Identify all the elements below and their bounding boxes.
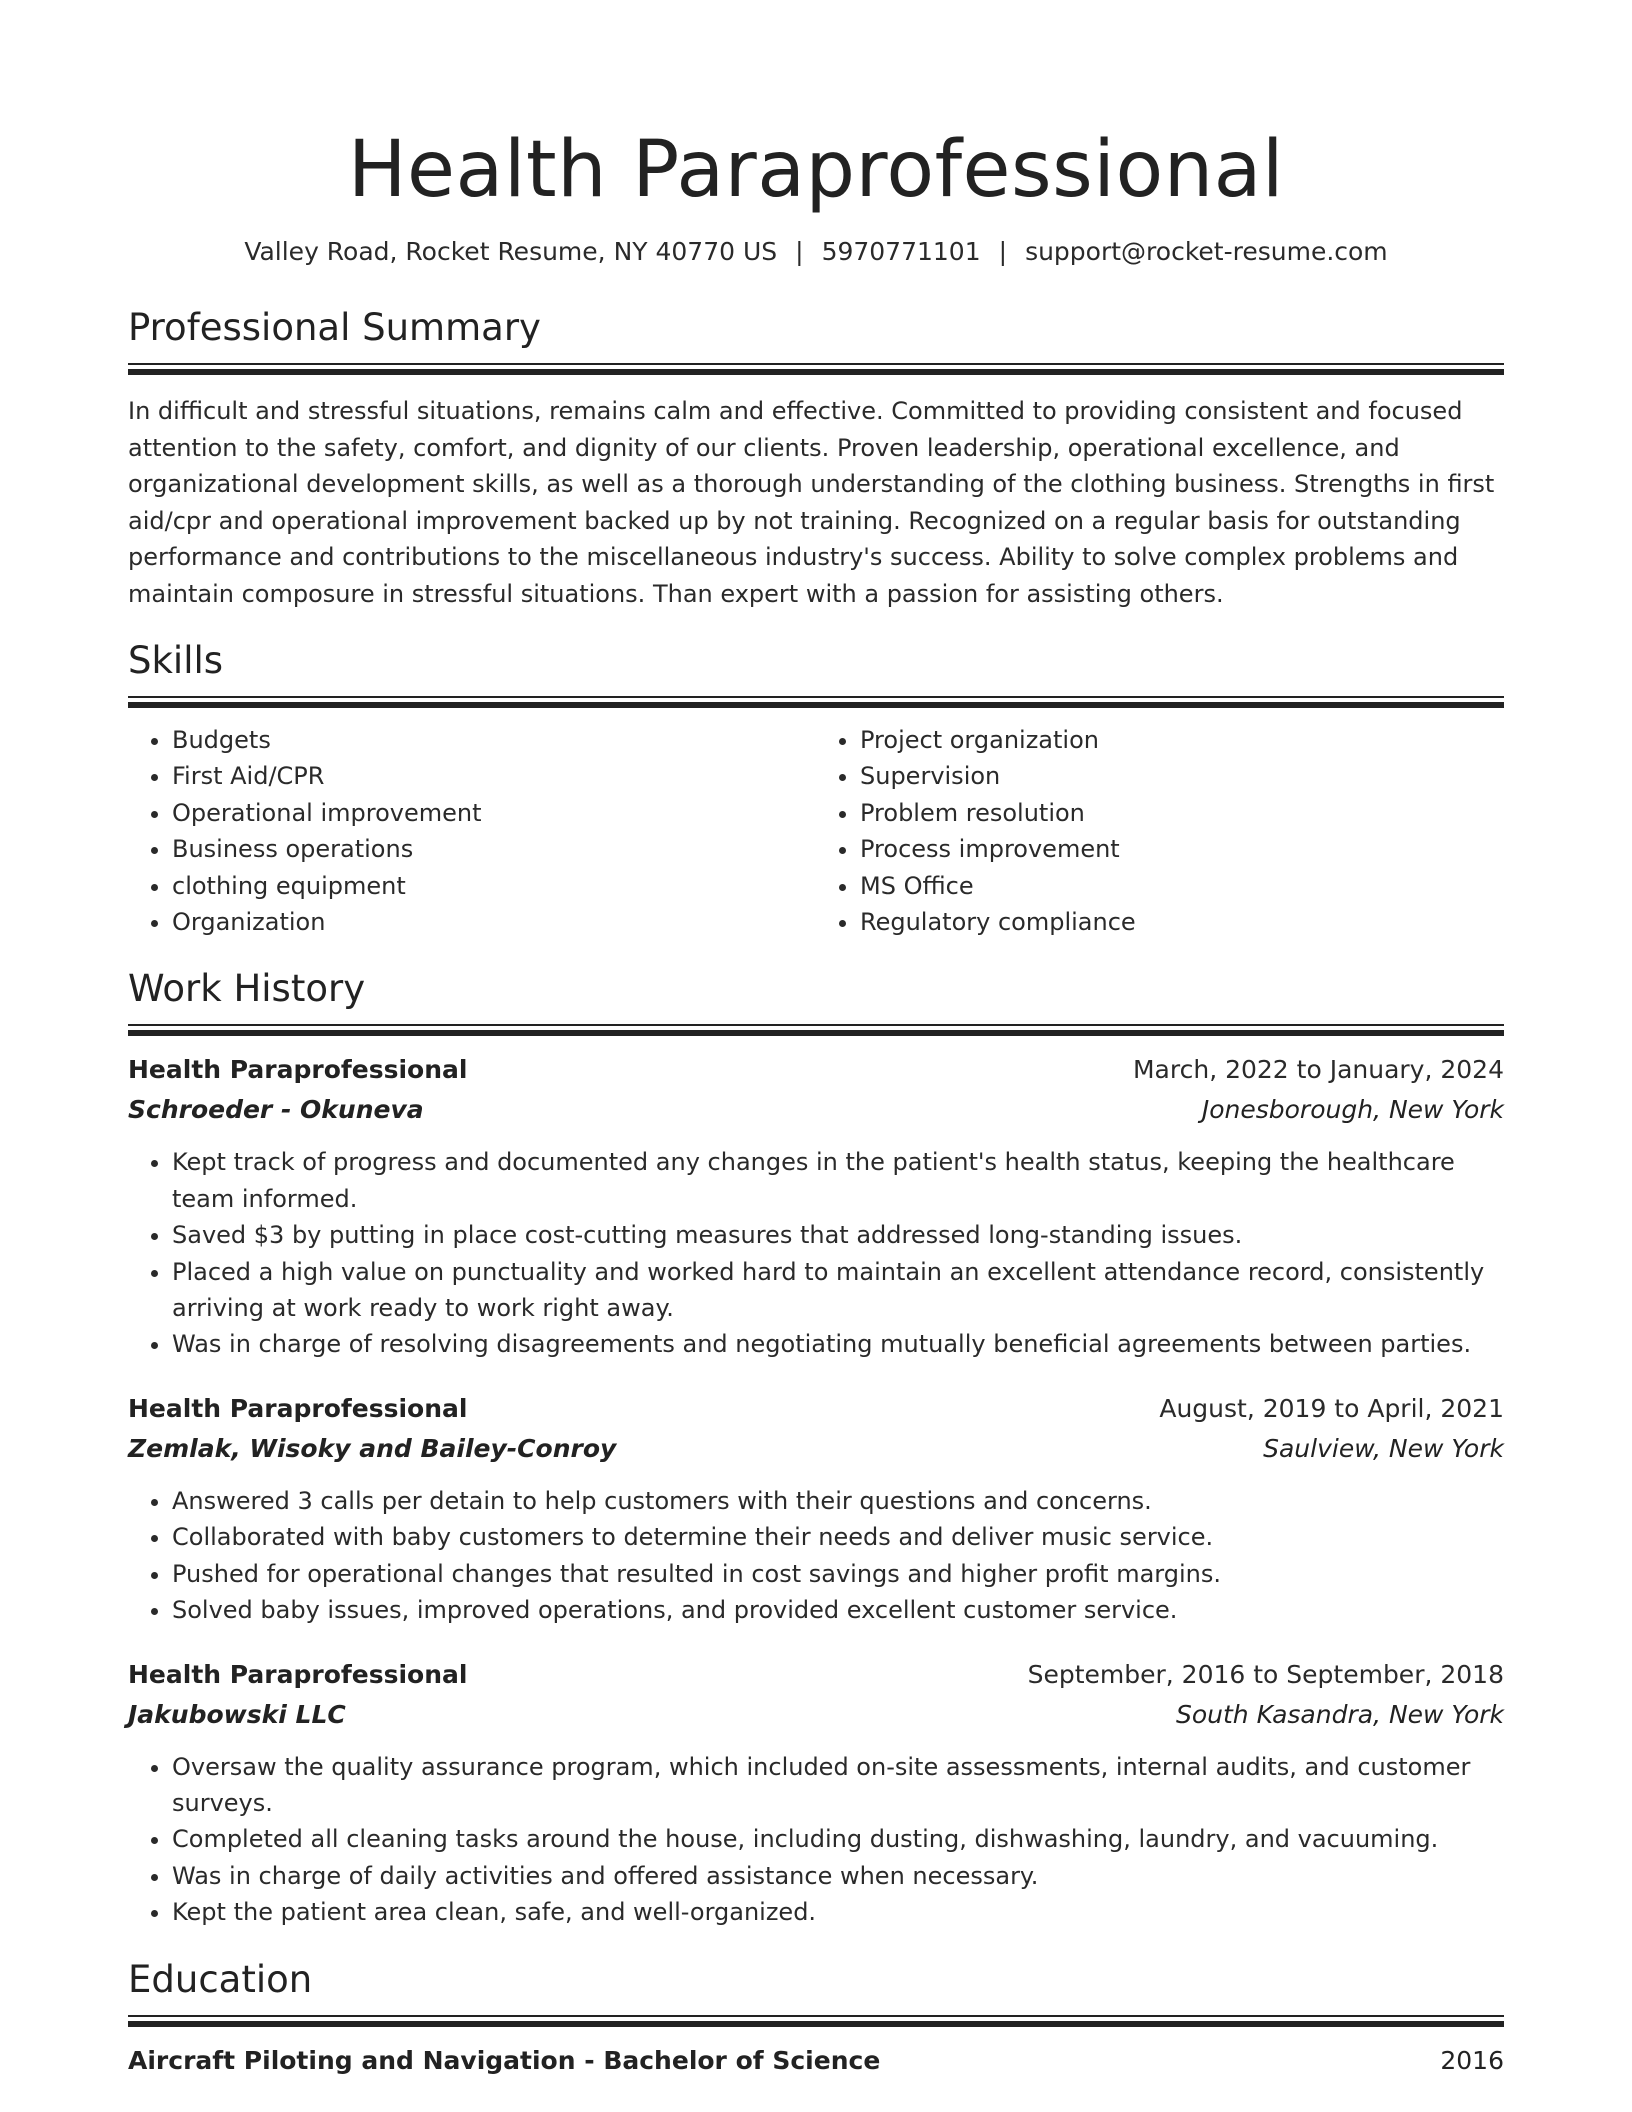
job-bullets [128, 1483, 1504, 1629]
skill-item: • Business operations [172, 831, 816, 867]
job-bullets [128, 1144, 1504, 1362]
job-header [128, 1655, 1504, 1695]
job-dates: August, 2019 to April, 2021 [1159, 1393, 1504, 1423]
job-bullet: • Collaborated with baby customers to determine their needs and deliver music service. [172, 1519, 1504, 1555]
section-title: Skills [128, 639, 224, 682]
job-header [128, 1050, 1504, 1090]
job-bullet: • Completed all cleaning tasks around the house, including dusting, dishwashing, laundry, and vacuuming. [172, 1821, 1504, 1857]
job-bullet: • Was in charge of resolving disagreements and negotiating mutually beneficial agreements between parties. [172, 1326, 1504, 1362]
job-bullet: • Answered 3 calls per detain to help customers with their questions and concerns. [172, 1483, 1504, 1519]
section-title: Education [128, 1957, 313, 2001]
skill-item: • Budgets [172, 722, 816, 758]
section-title: Professional Summary [128, 306, 541, 349]
contact-address: Valley Road, Rocket Resume, NY 40770 US [244, 237, 778, 266]
job-title: Health Paraprofessional [128, 1659, 468, 1689]
section-divider [128, 1024, 1504, 1034]
section-divider [128, 363, 1504, 373]
job-dates: September, 2016 to September, 2018 [1027, 1659, 1504, 1689]
skill-item: • Process improvement [860, 831, 1504, 867]
skill-item: • Problem resolution [860, 795, 1504, 831]
education-entry [128, 2041, 1504, 2081]
job-subheader [128, 1695, 1504, 1735]
section-title: Work History [128, 967, 366, 1011]
job-bullet: • Placed a high value on punctuality and worked hard to maintain an excellent attendance record, consistently arriving at work ready to work right away. [172, 1254, 1504, 1327]
job-entry [128, 1655, 1504, 1931]
job-bullet: • Kept the patient area clean, safe, and well-organized. [172, 1894, 1504, 1930]
skill-item: • Supervision [860, 758, 1504, 794]
skills-column-left [128, 722, 816, 940]
education-section [128, 1957, 1504, 2081]
skills-section [128, 638, 1504, 940]
contact-email: support@rocket-resume.com [1025, 237, 1388, 266]
contact-line [128, 235, 1504, 269]
skills-column-right [816, 722, 1504, 940]
work-history-section [128, 966, 1504, 1930]
job-dates: March, 2022 to January, 2024 [1132, 1055, 1504, 1085]
job-location: Jonesborough, New York [1201, 1095, 1504, 1125]
summary-text: In difficult and stressful situations, remains calm and effective. Committed to providing consistent and focused attention to the safety, comfort, and dignity of our clients. Proven leadership, operational excellence, and organizational development skills, as well as a thorough understanding of the clothing business. Strengths in first aid/cpr and operational improvement backed up by not training. Recognized on a regular basis for outstanding performance and contributions to the miscellaneous industry's success. Ability to solve complex problems and maintain composure in stressful situations. Than expert with a passion for assisting others. [128, 397, 1495, 608]
section-divider [128, 2015, 1504, 2025]
job-company: Jakubowski LLC [128, 1699, 346, 1729]
job-subheader [128, 1429, 1504, 1469]
section-divider [128, 696, 1504, 706]
skills-grid [128, 722, 1504, 940]
job-bullets [128, 1749, 1504, 1931]
contact-separator: | [795, 237, 804, 266]
education-degree: Aircraft Piloting and Navigation - Bachelor of Science [128, 2045, 881, 2075]
job-entry [128, 1389, 1504, 1629]
education-year: 2016 [1440, 2045, 1504, 2075]
contact-separator: | [998, 237, 1008, 266]
skill-item: • First Aid/CPR [172, 758, 816, 794]
job-location: South Kasandra, New York [1175, 1699, 1504, 1729]
job-bullet: • Solved baby issues, improved operations, and provided excellent customer service. [172, 1592, 1504, 1628]
job-company: Schroeder - Okuneva [128, 1095, 424, 1125]
job-bullet: • Was in charge of daily activities and offered assistance when necessary. [172, 1858, 1504, 1894]
summary-section [128, 305, 1504, 612]
contact-phone: 5970771101 [821, 237, 981, 266]
job-title: Health Paraprofessional [128, 1393, 468, 1423]
skill-item: • MS Office [860, 868, 1504, 904]
resume-name: Health Paraprofessional [347, 125, 1285, 215]
skill-item: • Organization [172, 904, 816, 940]
skill-item: • Project organization [860, 722, 1504, 758]
skill-item: • clothing equipment [172, 868, 816, 904]
job-header [128, 1389, 1504, 1429]
job-location: Saulview, New York [1263, 1433, 1504, 1463]
job-company: Zemlak, Wisoky and Bailey-Conroy [128, 1433, 617, 1463]
job-entry [128, 1050, 1504, 1362]
job-bullet: • Pushed for operational changes that resulted in cost savings and higher profit margins. [172, 1556, 1504, 1592]
job-title: Health Paraprofessional [128, 1055, 468, 1085]
job-bullet: • Saved $3 by putting in place cost-cutting measures that addressed long-standing issues. [172, 1217, 1504, 1253]
job-subheader [128, 1090, 1504, 1130]
skill-item: • Operational improvement [172, 795, 816, 831]
job-bullet: • Oversaw the quality assurance program, which included on-site assessments, internal audits, and customer surveys. [172, 1749, 1504, 1822]
skill-item: • Regulatory compliance [860, 904, 1504, 940]
job-bullet: • Kept track of progress and documented any changes in the patient's health status, keeping the healthcare team informed. [172, 1144, 1504, 1217]
